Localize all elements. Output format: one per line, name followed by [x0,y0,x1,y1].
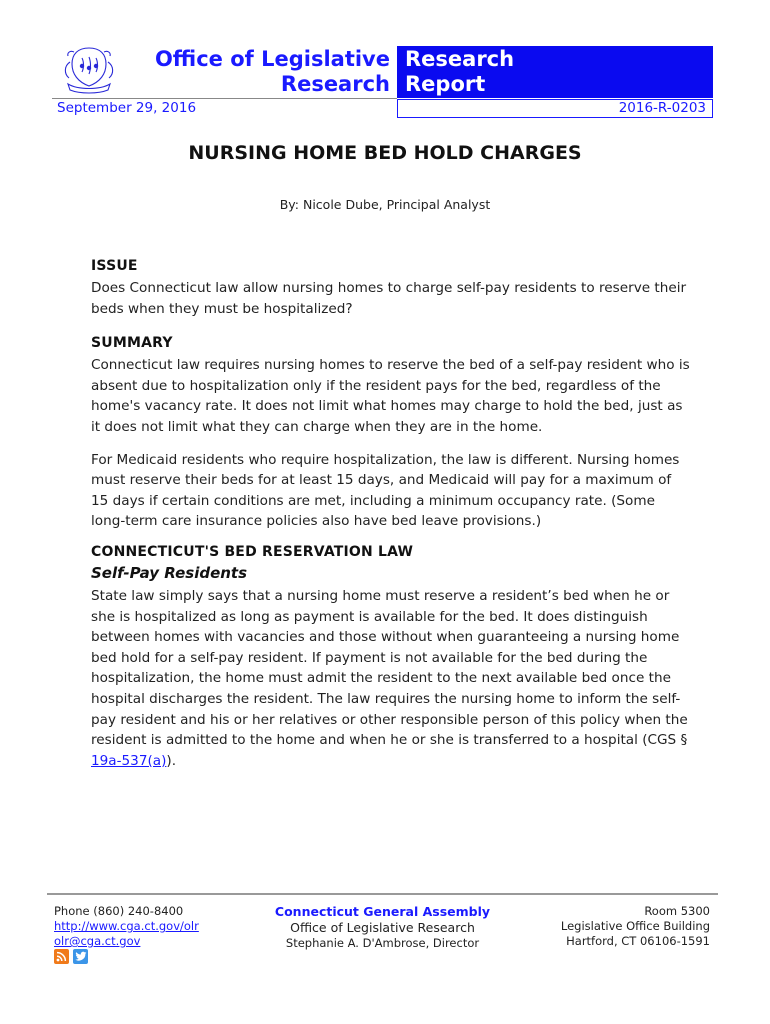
page-title: NURSING HOME BED HOLD CHARGES [188,142,582,164]
footer-address [561,904,710,949]
report-type-line1: Research [405,47,515,71]
footer-divider [47,893,718,895]
footer-director: Stephanie A. D'Ambrose, Director [285,936,480,950]
report-type-banner [397,46,713,98]
footer-contact [54,904,199,949]
footer-organization [250,904,515,951]
office-title-line1: Office of Legislative [154,47,390,71]
self-pay-paragraph [91,586,691,771]
footer-city: Hartford, CT 06106-1591 [566,934,710,948]
footer-room: Room 5300 [644,904,710,918]
footer-website-link[interactable]: http://www.cga.ct.gov/olr [54,919,199,933]
office-title-line2: Research [280,72,390,96]
header-divider [52,98,397,99]
footer-building: Legislative Office Building [560,919,710,933]
report-type-line2: Report [405,72,486,96]
byline: By: Nicole Dube, Principal Analyst [279,197,491,212]
footer-phone: Phone (860) 240-8400 [54,904,184,918]
law-heading: CONNECTICUT'S BED RESERVATION LAW [91,543,414,560]
social-links [54,949,88,964]
state-seal-icon [60,44,118,96]
rss-icon[interactable] [54,949,69,964]
footer-office-name: Office of Legislative Research [290,920,475,935]
statute-link[interactable]: 19a-537(a) [91,752,167,769]
report-body [91,258,691,783]
summary-heading: SUMMARY [91,335,173,352]
self-pay-text-end: ). [166,752,177,769]
footer-org-name: Connecticut General Assembly [274,904,491,919]
footer-email-link[interactable]: olr@cga.ct.gov [54,934,141,948]
summary-paragraph-1: Connecticut law requires nursing homes to reserve the bed of a self-pay resident who is absent due to hospitalization only if the resident pays for the bed, regardless of the home's vacancy rate. It does not limit what homes may charge to hold the bed, just as it does not limit what they can charge when they are in the home. [91,357,690,435]
summary-paragraph-2: For Medicaid residents who require hospitalization, the law is different. Nursing homes must reserve their beds for at least 15 days, and Medicaid will pay for a maximum of 15 days if certain conditions are met, including a minimum occupancy rate. (Some long-term care insurance policies also have bed leave provisions.) [91,451,680,530]
office-title [120,47,390,97]
issue-text: Does Connecticut law allow nursing homes to charge self-pay residents to reserve their beds when they must be hospitalized? [91,280,687,317]
issue-heading: ISSUE [91,258,138,274]
twitter-icon[interactable] [73,949,88,964]
self-pay-subheading: Self-Pay Residents [91,563,248,582]
self-pay-text: State law simply says that a nursing home must reserve a resident’s bed when he or she is hospitalized as long as payment is available for the bed. It does distinguish between homes with vacancies and those without when guaranteeing a nursing home bed hold for a self-pay resident. If payment is not available for the bed during the hospitalization, the home must admit the resident to the next available bed once the hospital discharges the resident. The law requires the nursing home to inform the self-pay resident and his or her relatives or other responsible person of this policy when the resident is admitted to the home and when he or she is transferred to a hospital (CGS § [91,587,688,749]
report-number: 2016-R-0203 [397,99,713,118]
report-date: September 29, 2016 [57,100,197,116]
